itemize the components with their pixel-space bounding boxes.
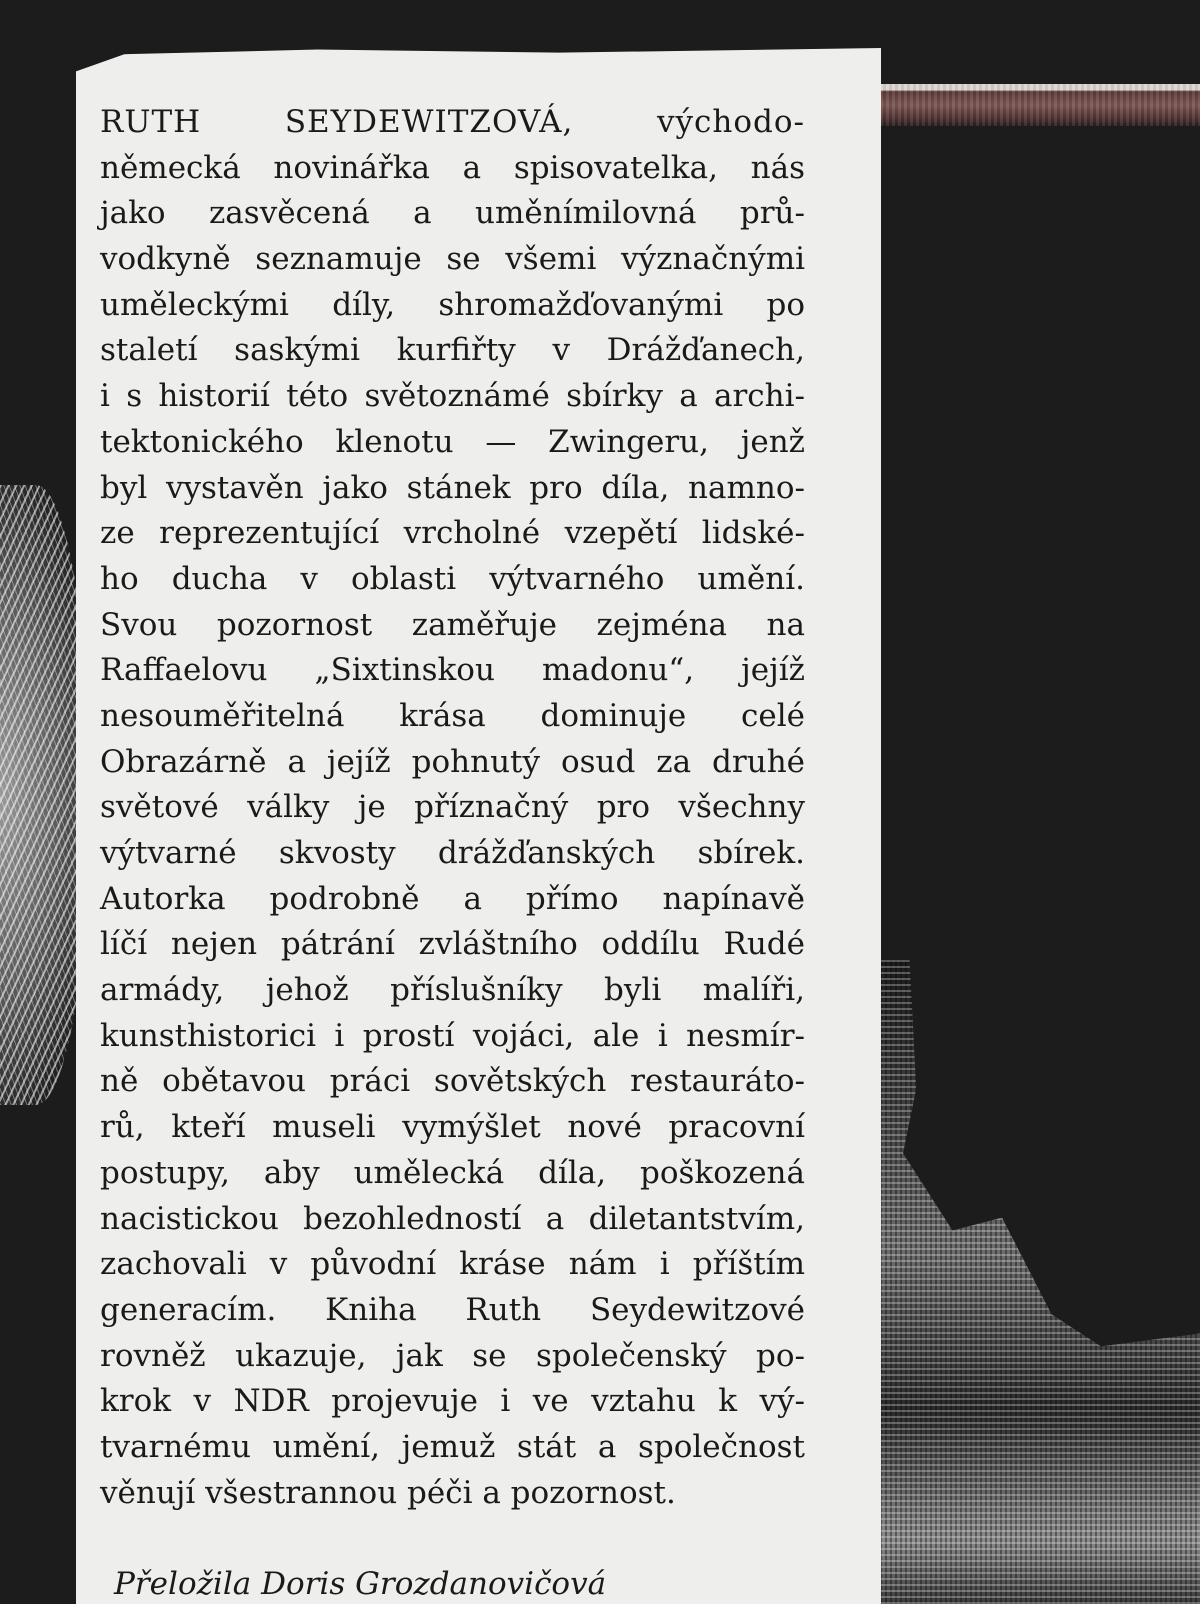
- blurb-line: generacím. Kniha Ruth Seydewitzové: [100, 1291, 805, 1328]
- blurb-line: světové války je příznačný pro všechny: [100, 789, 805, 826]
- blurb-line: jako zasvěcená a uměnímilovná prů-: [100, 195, 805, 232]
- blurb-line: postupy, aby umělecká díla, poškozená: [100, 1154, 805, 1191]
- blurb-line: výtvarné skvosty drážďanských sbírek.: [100, 835, 805, 871]
- blurb-line: věnují všestrannou péči a pozornost.: [100, 1474, 676, 1511]
- translator-credit: Přeložila Doris Grozdanovičová: [114, 1566, 607, 1602]
- blurb-line: Obrazárně a jejíž pohnutý osud za druhé: [100, 743, 805, 780]
- blurb-line: líčí nejen pátrání zvláštního oddílu Rudé: [100, 926, 805, 963]
- blurb-line: kunsthistorici i prostí vojáci, ale i nesmír-: [100, 1017, 805, 1054]
- blurb-line: nesouměřitelná krása dominuje celé: [100, 697, 805, 734]
- blurb-line: Svou pozornost zaměřuje zejména na: [100, 606, 805, 643]
- book-spine-edge: [880, 84, 1200, 126]
- blurb-line: ho ducha v oblasti výtvarného umění.: [100, 560, 805, 597]
- blurb-line: nacistickou bezohledností a diletantstvím,: [100, 1200, 805, 1237]
- blurb-line: zachovali v původní kráse nám i příštím: [100, 1246, 805, 1283]
- blurb-line: rovněž ukazuje, jak se společenský po-: [100, 1337, 805, 1374]
- background-photo-right: [870, 960, 1200, 1604]
- blurb-line: byl vystavěn jako stánek pro díla, namno-: [100, 469, 805, 506]
- blurb-line: ně obětavou práci sovětských restauráto-: [100, 1063, 805, 1100]
- blurb-line: tvarnému umění, jemuž stát a společnost: [100, 1428, 805, 1465]
- blurb-line: RUTH SEYDEWITZOVÁ, východo-: [100, 104, 805, 140]
- blurb-line: tektonického klenotu — Zwingeru, jenž: [100, 423, 805, 460]
- blurb-line: Raffaelovu „Sixtinskou madonu“, jejíž: [100, 652, 805, 689]
- blurb-line: vodkyně seznamuje se všemi význačnými: [100, 241, 805, 278]
- blurb-line: uměleckými díly, shromažďovanými po: [100, 286, 805, 323]
- blurb-line: krok v NDR projevuje i ve vztahu k vý-: [100, 1383, 805, 1420]
- blurb-line: staletí saskými kurfiřty v Drážďanech,: [100, 332, 805, 369]
- blurb-line: Autorka podrobně a přímo napínavě: [100, 880, 805, 917]
- blurb-line: rů, kteří museli vymýšlet nové pracovní: [100, 1109, 805, 1146]
- blurb-line: armády, jehož příslušníky byli malíři,: [100, 972, 805, 1009]
- blurb-line: i s historií této světoznámé sbírky a archi-: [100, 378, 805, 415]
- blurb-line: ze reprezentující vrcholné vzepětí lidské-: [100, 515, 805, 552]
- blurb-line: německá novinářka a spisovatelka, nás: [100, 149, 805, 186]
- flap-blurb: [100, 100, 805, 1516]
